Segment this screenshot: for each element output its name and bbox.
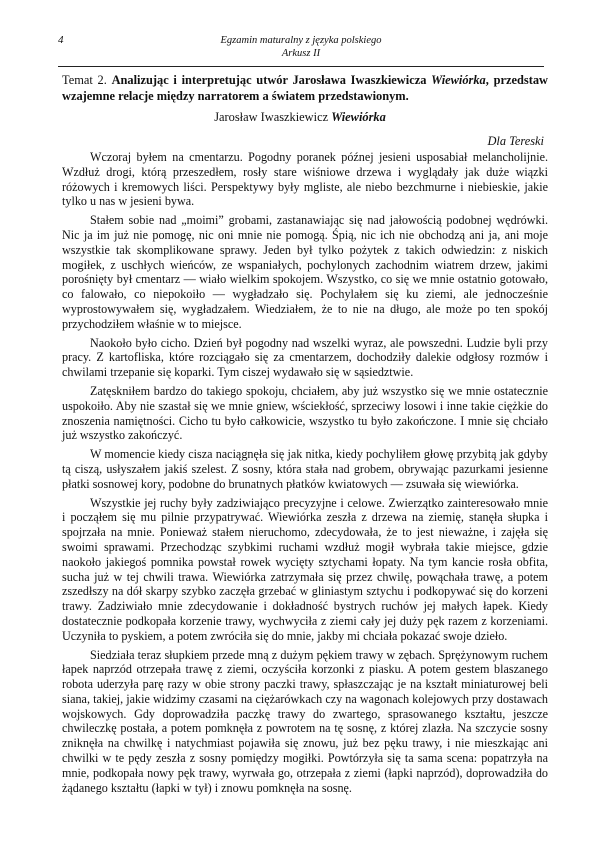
paragraph: W momencie kiedy cisza naciągnęła się jak nitka, kiedy pochyliłem głowę przybitą jak gdyby tą ciszą, usłyszałem jakiś szelest. Z sosny, która stała nad grobem, obrywając pazurkami jesienne płatki sosnowej kory, podobne do brunatnych płatków kwiatowych — zsuwała się wiewiórka.: [62, 447, 548, 491]
header-titles: [58, 34, 544, 60]
page-number: 4: [58, 34, 64, 46]
paragraph: Naokoło było cicho. Dzień był pogodny nad wszelki wyraz, ale powszedni. Ludzie byli przy pracy. Z kartofliska, które rozciągało się za cmentarzem, dochodziły dalekie odgłosy rozmów i chwilami trzepanie się koparki. Tym ciszej wydawało się w sąsiedztwie.: [62, 335, 548, 380]
topic-text-after: , przedstaw wzajemne relacje między narratorem a światem przedstawionym.: [62, 73, 548, 103]
paragraph: Zatęskniłem bardzo do takiego spokoju, chciałem, aby już wszystko się we mnie ostatecznie uspokoiło. Aby nie szastał się we mnie gniew, wściekłość, sprzeciwy losowi i inne takie ciężkie do znoszenia namiętności. Cicho tu było całkowicie, wszystko tu było zakończone. I mnie się chciało już wszystko zakończyć.: [62, 383, 548, 443]
topic-label: Temat 2.: [62, 73, 107, 87]
paragraph: Wszystkie jej ruchy były zadziwiająco precyzyjne i celowe. Zwierzątko zainteresowało mnie i począłem się mu pilnie przypatrywać. Wiewiórka zeszła z drzewa na ziemię, stanęła słupka i spojrzała na mnie. Ponieważ stałem nieruchomo, zdecydowała, że to jest nieważne, i zajęła się swoimi sprawami. Przechodząc szybkimi ruchami wzdłuż mogił wybrała takie miejsce, gdzie naokoło jakiegoś pomnika powstał rowek wycięty sztychami łopaty. Na tym kancie rosła obfita, sucha już w tej chwili trawa. Wiewiórka zatrzymała się przez chwilę, powąchała trawę, a potem zszedłszy na dół skarpy szybko zaczęła grzebać w gliniastym sztychu i podkopywać się do korzeni trawy. Zadziwiało mnie zdecydowanie i dokładność bystrych ruchów jej małych łapek. Kiedy dostatecznie podkopała korzenie trawy, wychwyciła z ziemi cały jej duży pęk razem z korzeniami. Uczyniła to pyskiem, a potem zwróciła się do mnie, jakby mi chciała pokazać swoje dzieło.: [62, 495, 548, 643]
work-title: Wiewiórka: [331, 110, 386, 124]
dedication: Dla Tereski: [487, 134, 544, 148]
topic-statement: [62, 72, 548, 104]
topic-text: [62, 73, 548, 103]
paragraph: Stałem sobie nad „moimi” grobami, zastanawiając się nad jałowością podobnej wędrówki. Nic ja im już nie pomogę, nic oni mnie nie pomogą. Śpią, nic ich nie obchodzą ani ja, ani moje wszystkie tak skomplikowane sprawy. Jeden był tylko pożytek z takich odwiedzin: z niskich mogiłek, z uschłych wieńców, ze wspaniałych, pochylonych zachodnim wiatrem drzew, jakimi porośnięty był cmentarz — wiało wielkim spokojem. Wszystko, co się we mnie ostatnio gotowało, co falowało, co niepokoiło — wygładzało się. Pochylałem się ku ziemi, ale jednocześnie wyprostowywałem się, wygładzałem. Wiedziałem, że to nie na długo, ale może po ten spokój przychodziłem właśnie w to miejsce.: [62, 213, 548, 331]
work-author: Jarosław Iwaszkiewicz: [214, 110, 329, 124]
work-heading: [0, 110, 600, 125]
sheet-label: Arkusz II: [281, 48, 321, 59]
topic-text-before: Analizując i interpretując utwór Jarosława Iwaszkiewicza: [111, 73, 427, 87]
story-text: [62, 150, 548, 799]
paragraph: Wczoraj byłem na cmentarzu. Pogodny poranek późnej jesieni usposabiał melancholijnie. Wzdłuż drogi, którą przeszedłem, rosły stare wiśniowe drzewa i wyglądały jak duże wiązki różowych i kremowych liści. Perspektywy były mgliste, ale niebo bezchmurne i niebieskie, jakie tylko u nas w jesieni bywa.: [62, 150, 548, 209]
paragraph: Siedziała teraz słupkiem przede mną z dużym pękiem trawy w zębach. Sprężynowym ruchem łapek naprzód otrzepała trawę z ziemi, oczyściła korzonki z piasku. A potem gestem blaszanego robota uderzyła parę razy w obie strony paczki trawy, spłaszczając je na kształt miniaturowej beli siana, takiej, jakie widzimy czasami na ciężarówkach czy na wagonach kolejowych przy dostawach wojskowych. Gdy doprowadziła paczkę trawy do zwartego, sprasowanego kształtu, jeszcze chwileczkę postała, a potem pomknęła z powrotem na tę sosnę, z której zlazła. Na szczycie sosny zniknęła na chwilkę i natychmiast pojawiła się znowu, już bez pęku trawy, i nie mieszkając ani chwilki w te pędy zeszła z sosny pomiędzy mogiłki. Powtórzyła się ta sama scena: popatrzyła na mnie, podkopała nowy pęk trawy, wyrwała go, otrzepała z ziemi (łapki naprzód), doprowadziła do żądanego kształtu (łapki w tył) i znowu pomknęła na sosnę.: [62, 647, 548, 795]
topic-work-title: Wiewiórka: [431, 73, 486, 87]
page-header: [58, 34, 544, 67]
exam-title: Egzamin maturalny z języka polskiego: [220, 35, 382, 46]
